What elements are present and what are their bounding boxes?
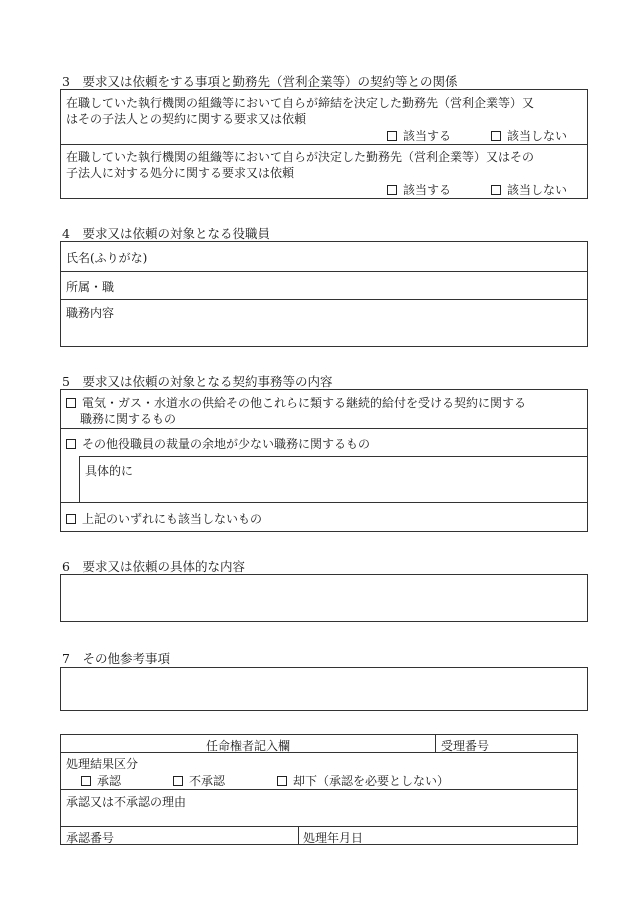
option-label: 上記のいずれにも該当しないもの bbox=[82, 512, 263, 526]
specific-label: 具体的に bbox=[85, 464, 134, 478]
row-divider bbox=[61, 826, 577, 827]
option-label: その他役職員の裁量の余地が少ない職務に関するもの bbox=[82, 437, 371, 451]
option-label: 不承認 bbox=[189, 774, 226, 788]
section5-option-low-discretion[interactable] bbox=[66, 435, 370, 452]
column-divider bbox=[298, 826, 299, 845]
section4-heading: 4 要求又は依頼の対象となる役職員 bbox=[62, 226, 270, 241]
disapprove-option[interactable] bbox=[173, 772, 225, 789]
row-divider bbox=[61, 299, 587, 300]
section7-heading: 7 その他参考事項 bbox=[62, 651, 170, 666]
receipt-number-label: 受理番号 bbox=[441, 739, 490, 753]
reason-label: 承認又は不承認の理由 bbox=[66, 795, 187, 809]
reject-option[interactable] bbox=[277, 772, 449, 789]
section3-row1-text-line2: はその子法人との契約に関する要求又は依頼 bbox=[66, 112, 307, 126]
checkbox[interactable] bbox=[66, 439, 76, 449]
section6-heading: 6 要求又は依頼の具体的な内容 bbox=[62, 559, 245, 574]
option-label: 承認 bbox=[97, 774, 122, 788]
section5-heading: 5 要求又は依頼の対象となる契約事務等の内容 bbox=[62, 374, 333, 389]
section3-row2-no-option[interactable] bbox=[491, 181, 567, 198]
checkbox[interactable] bbox=[387, 131, 397, 141]
option-label: 該当する bbox=[403, 129, 452, 143]
option-label: 電気・ガス・水道水の供給その他これらに類する継続的給付を受ける契約に関する bbox=[82, 396, 527, 410]
duties-label: 職務内容 bbox=[66, 306, 115, 320]
option-label: 該当しない bbox=[507, 129, 568, 143]
column-divider bbox=[435, 735, 436, 752]
approval-number-label: 承認番号 bbox=[66, 831, 115, 845]
section3-row2-text-line1: 在職していた執行機関の組織等において自らが決定した勤務先（営利企業等）又はその bbox=[66, 150, 535, 164]
checkbox[interactable] bbox=[66, 398, 76, 408]
section6-input-box[interactable] bbox=[60, 574, 588, 622]
row-divider bbox=[61, 271, 587, 272]
authority-title: 任命権者記入欄 bbox=[205, 739, 290, 753]
section5-option-none[interactable] bbox=[66, 510, 262, 527]
result-label: 処理結果区分 bbox=[66, 757, 139, 771]
checkbox[interactable] bbox=[173, 776, 183, 786]
checkbox[interactable] bbox=[81, 776, 91, 786]
section5-option-utilities[interactable] bbox=[66, 394, 526, 411]
row-divider bbox=[79, 456, 587, 457]
section3-row1-yes-option[interactable] bbox=[387, 127, 451, 144]
checkbox[interactable] bbox=[387, 185, 397, 195]
option-label: 却下（承認を必要としない） bbox=[293, 774, 450, 788]
section5-option-utilities-line2: 職務に関するもの bbox=[80, 412, 177, 426]
affiliation-label: 所属・職 bbox=[66, 280, 115, 294]
approve-option[interactable] bbox=[81, 772, 121, 789]
indent-divider bbox=[79, 456, 80, 502]
section3-row2-text-line2: 子法人に対する処分に関する要求又は依頼 bbox=[66, 166, 295, 180]
section3-heading: 3 要求又は依頼をする事項と勤務先（営利企業等）の契約等との関係 bbox=[62, 74, 458, 89]
row-divider bbox=[61, 144, 587, 145]
section4-table bbox=[60, 241, 588, 347]
checkbox[interactable] bbox=[491, 131, 501, 141]
section3-row1-no-option[interactable] bbox=[491, 127, 567, 144]
row-divider bbox=[61, 789, 577, 790]
section7-input-box[interactable] bbox=[60, 667, 588, 711]
section3-row2-yes-option[interactable] bbox=[387, 181, 451, 198]
processing-date-label: 処理年月日 bbox=[303, 831, 364, 845]
row-divider bbox=[61, 428, 587, 429]
option-label: 該当しない bbox=[507, 183, 568, 197]
section3-row1-text-line1: 在職していた執行機関の組織等において自らが締結を決定した勤務先（営利企業等）又 bbox=[66, 96, 535, 110]
checkbox[interactable] bbox=[491, 185, 501, 195]
checkbox[interactable] bbox=[66, 514, 76, 524]
authority-table bbox=[60, 734, 578, 845]
name-label: 氏名(ふりがな) bbox=[66, 251, 148, 265]
section5-table bbox=[60, 389, 588, 532]
checkbox[interactable] bbox=[277, 776, 287, 786]
row-divider bbox=[61, 752, 577, 753]
row-divider bbox=[61, 502, 587, 503]
option-label: 該当する bbox=[403, 183, 452, 197]
section3-table bbox=[60, 89, 588, 199]
